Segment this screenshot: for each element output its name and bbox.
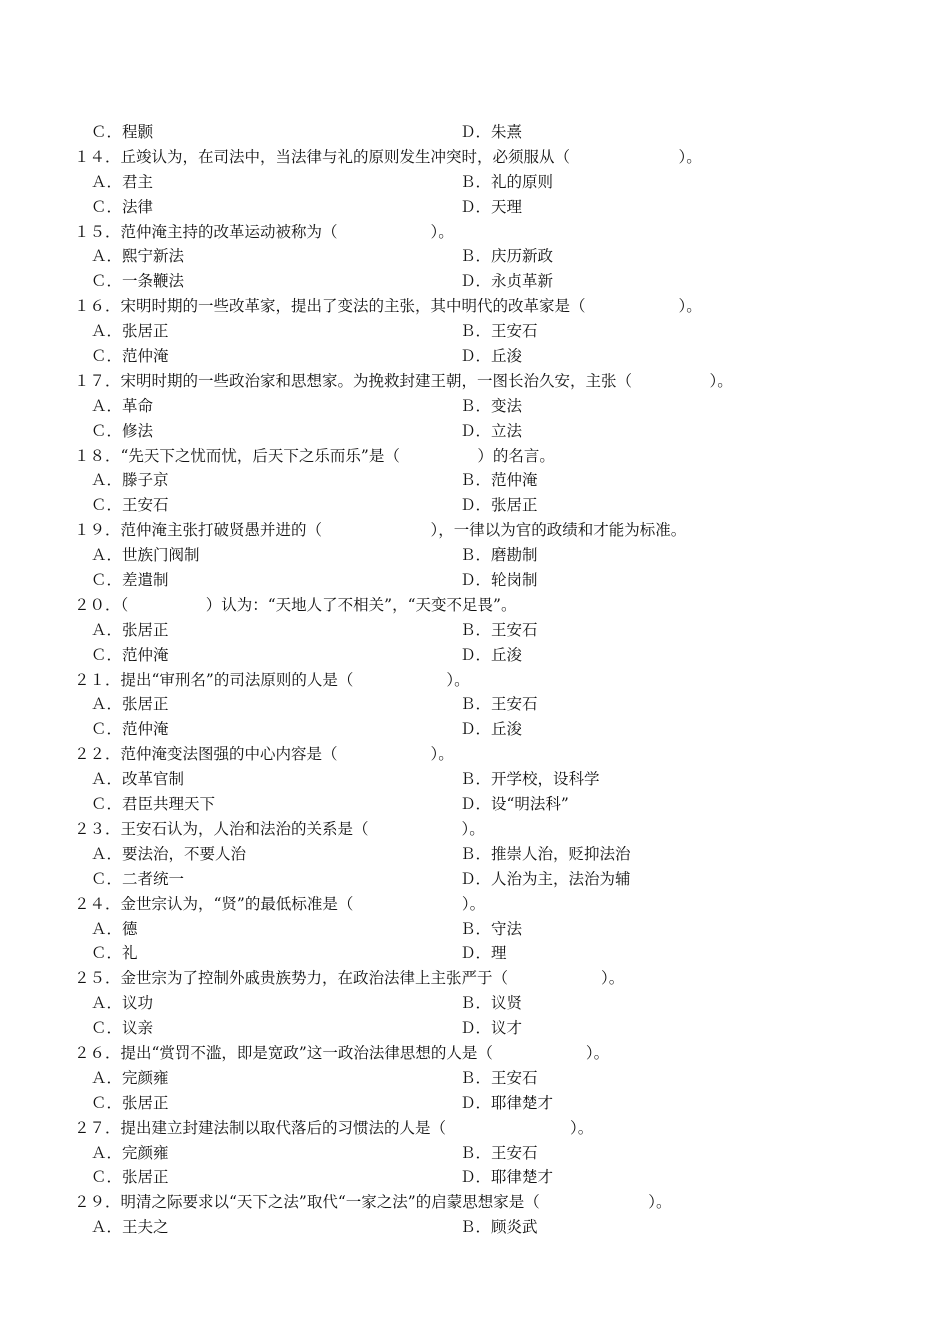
option-left: Ａ．张居正 bbox=[91, 695, 169, 714]
option-right: Ｂ．守法 bbox=[460, 919, 523, 938]
question-line: ２５．金世宗为了控制外戚贵族势力，在政治法律上主张严于（ ）。 bbox=[74, 969, 625, 988]
option-left: Ｃ．法律 bbox=[91, 197, 154, 216]
option-row bbox=[0, 419, 950, 444]
option-left: Ｃ．二者统一 bbox=[91, 869, 185, 888]
option-right: Ｄ．朱熹 bbox=[460, 123, 523, 141]
option-right: Ｄ．轮岗制 bbox=[460, 571, 538, 590]
question-line: ２４．金世宗认为，“贤”的最低标准是（ ）。 bbox=[74, 894, 486, 913]
option-left: Ｃ．范仲淹 bbox=[91, 720, 169, 739]
option-right: Ｂ．磨勘制 bbox=[460, 546, 538, 565]
option-right: Ｂ．变法 bbox=[460, 396, 523, 415]
option-left: Ａ．完颜雍 bbox=[91, 1143, 169, 1162]
option-right: Ｄ．议才 bbox=[460, 1019, 523, 1038]
option-left: Ｃ．程颢 bbox=[91, 123, 154, 141]
question-line: ２７．提出建立封建法制以取代落后的习惯法的人是（ ）。 bbox=[74, 1118, 594, 1137]
option-row bbox=[0, 344, 950, 369]
option-row bbox=[0, 991, 950, 1016]
exam-page bbox=[0, 120, 950, 1240]
option-right: Ｂ．王安石 bbox=[460, 620, 538, 639]
question-line: ２９．明清之际要求以“天下之法”取代“一家之法”的启蒙思想家是（ ）。 bbox=[74, 1193, 672, 1212]
option-left: Ｃ．君臣共理天下 bbox=[91, 795, 216, 814]
option-right: Ｄ．丘浚 bbox=[460, 720, 523, 739]
question-line: ２３．王安石认为，人治和法治的关系是（ ）。 bbox=[74, 819, 485, 838]
option-left: Ｃ．范仲淹 bbox=[91, 645, 169, 664]
option-row bbox=[0, 568, 950, 593]
option-left: Ａ．要法治，不要人治 bbox=[91, 844, 247, 863]
option-left: Ａ．君主 bbox=[91, 172, 154, 191]
question-line: ２１．提出“审刑名”的司法原则的人是（ ）。 bbox=[74, 670, 470, 689]
option-right: Ｄ．设“明法科” bbox=[460, 795, 569, 814]
option-right: Ｄ．耶律楚才 bbox=[460, 1168, 554, 1187]
option-left: Ａ．德 bbox=[91, 919, 138, 938]
option-right: Ｂ．王安石 bbox=[460, 322, 538, 341]
option-left: Ｃ．差遣制 bbox=[91, 571, 169, 590]
option-row bbox=[0, 1091, 950, 1116]
option-row bbox=[0, 1066, 950, 1091]
option-left: Ａ．完颜雍 bbox=[91, 1068, 169, 1087]
option-right: Ｄ．理 bbox=[460, 944, 507, 963]
option-row bbox=[0, 842, 950, 867]
option-left: Ａ．革命 bbox=[91, 396, 154, 415]
option-row bbox=[0, 120, 950, 145]
question-line: １９．范仲淹主张打破贤愚并进的（ ），一律以为官的政绩和才能为标准。 bbox=[74, 521, 687, 540]
option-left: Ｃ．范仲淹 bbox=[91, 347, 169, 366]
option-row bbox=[0, 792, 950, 817]
option-left: Ａ．张居正 bbox=[91, 620, 169, 639]
option-right: Ｄ．立法 bbox=[460, 421, 523, 440]
option-right: Ｄ．丘浚 bbox=[460, 347, 523, 366]
option-right: Ｄ．天理 bbox=[460, 197, 523, 216]
option-right: Ｂ．王安石 bbox=[460, 1143, 538, 1162]
option-right: Ｂ．开学校，设科学 bbox=[460, 770, 600, 789]
question-line: １４．丘竣认为，在司法中，当法律与礼的原则发生冲突时，必须服从（ ）。 bbox=[74, 147, 702, 166]
option-row bbox=[0, 244, 950, 269]
option-right: Ｂ．范仲淹 bbox=[460, 471, 538, 490]
option-left: Ａ．世族门阀制 bbox=[91, 546, 200, 565]
option-row bbox=[0, 618, 950, 643]
option-left: Ｃ．礼 bbox=[91, 944, 138, 963]
option-left: Ｃ．张居正 bbox=[91, 1168, 169, 1187]
option-right: Ｄ．永贞革新 bbox=[460, 272, 554, 291]
option-row bbox=[0, 1215, 950, 1240]
option-left: Ｃ．张居正 bbox=[91, 1093, 169, 1112]
option-right: Ｂ．顾炎武 bbox=[460, 1218, 538, 1237]
option-right: Ｄ．耶律楚才 bbox=[460, 1093, 554, 1112]
option-right: Ｄ．人治为主，法治为辅 bbox=[460, 869, 631, 888]
option-row bbox=[0, 269, 950, 294]
option-row bbox=[0, 717, 950, 742]
option-right: Ｂ．王安石 bbox=[460, 1068, 538, 1087]
option-left: Ａ．滕子京 bbox=[91, 471, 169, 490]
option-row bbox=[0, 917, 950, 942]
option-row bbox=[0, 692, 950, 717]
option-row bbox=[0, 767, 950, 792]
option-left: Ｃ．王安石 bbox=[91, 496, 169, 515]
option-row bbox=[0, 170, 950, 195]
option-left: Ａ．议功 bbox=[91, 994, 154, 1013]
option-row bbox=[0, 493, 950, 518]
question-line: １７．宋明时期的一些政治家和思想家。为挽救封建王朝，一图长治久安，主张（ ）。 bbox=[74, 371, 733, 390]
option-right: Ｂ．庆历新政 bbox=[460, 247, 554, 266]
option-left: Ｃ．议亲 bbox=[91, 1019, 154, 1038]
question-line: １８．“先天下之忧而忧，后天下之乐而乐”是（ ）的名言。 bbox=[74, 446, 555, 465]
question-line: １５．范仲淹主持的改革运动被称为（ ）。 bbox=[74, 222, 454, 241]
option-left: Ｃ．修法 bbox=[91, 421, 154, 440]
option-row bbox=[0, 468, 950, 493]
option-right: Ｂ．议贤 bbox=[460, 994, 523, 1013]
option-right: Ｄ．丘浚 bbox=[460, 645, 523, 664]
option-left: Ａ．改革官制 bbox=[91, 770, 185, 789]
option-row bbox=[0, 543, 950, 568]
question-line: ２０．（ ）认为：“天地人了不相关”，“天变不足畏”。 bbox=[74, 595, 517, 614]
question-line: ２６．提出“赏罚不滥，即是宽政”这一政治法律思想的人是（ ）。 bbox=[74, 1043, 610, 1062]
option-right: Ｂ．推崇人治，贬抑法治 bbox=[460, 844, 631, 863]
option-row bbox=[0, 867, 950, 892]
question-line: １６．宋明时期的一些改革家，提出了变法的主张，其中明代的改革家是（ ）。 bbox=[74, 297, 702, 316]
option-left: Ａ．熙宁新法 bbox=[91, 247, 185, 266]
option-row bbox=[0, 319, 950, 344]
option-row bbox=[0, 1016, 950, 1041]
option-row bbox=[0, 394, 950, 419]
option-row bbox=[0, 195, 950, 220]
option-row bbox=[0, 643, 950, 668]
option-right: Ｄ．张居正 bbox=[460, 496, 538, 515]
option-right: Ｂ．礼的原则 bbox=[460, 172, 554, 191]
option-row bbox=[0, 1165, 950, 1190]
option-right: Ｂ．王安石 bbox=[460, 695, 538, 714]
option-left: Ａ．王夫之 bbox=[91, 1218, 169, 1237]
option-left: Ｃ．一条鞭法 bbox=[91, 272, 185, 291]
question-line: ２２．范仲淹变法图强的中心内容是（ ）。 bbox=[74, 745, 454, 764]
option-left: Ａ．张居正 bbox=[91, 322, 169, 341]
option-row bbox=[0, 1141, 950, 1166]
option-row bbox=[0, 941, 950, 966]
